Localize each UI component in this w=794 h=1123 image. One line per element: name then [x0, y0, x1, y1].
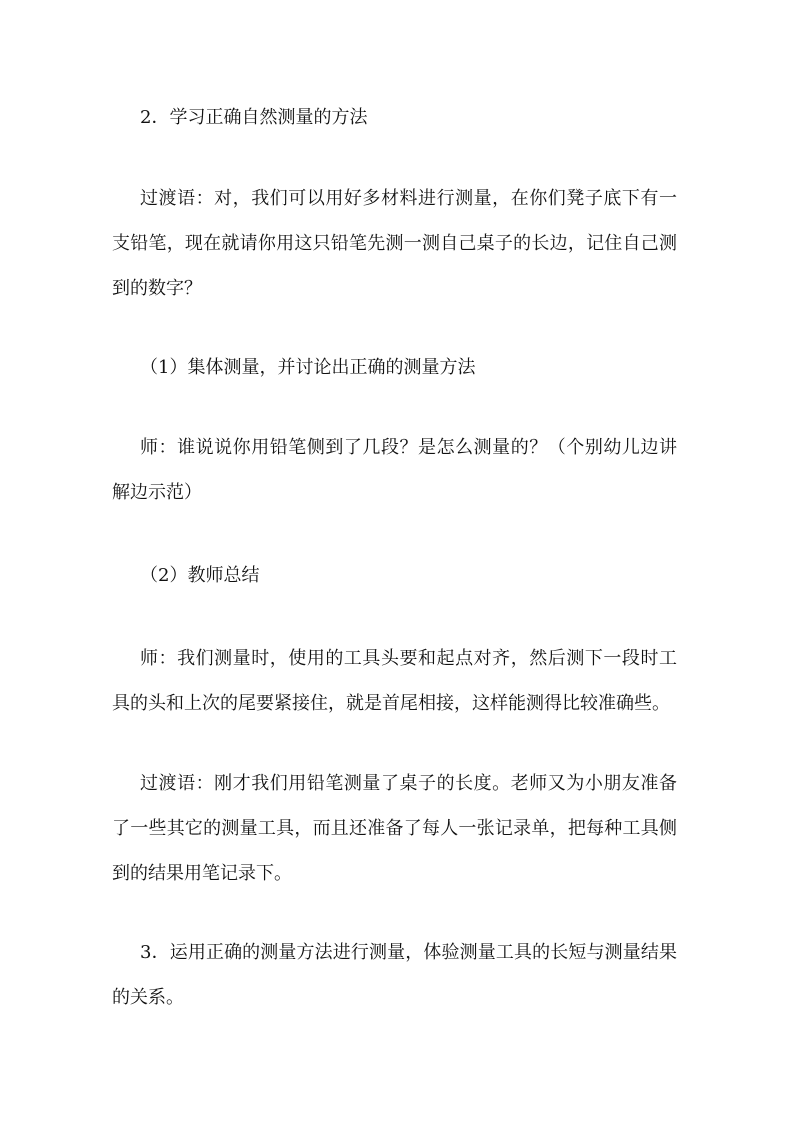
teacher-summary-paragraph: 师：我们测量时，使用的工具头要和起点对齐，然后测下一段时工具的头和上次的尾要紧接住，就是首尾相接，这样能测得比较准确些。: [112, 648, 677, 714]
transition-paragraph-2: 过渡语：刚才我们用铅笔测量了桌子的长度。老师又为小朋友准备了一些其它的测量工具，而且还准备了每人一张记录单，把每种工具侧到的结果用笔记录下。: [112, 773, 677, 884]
section-heading-3: 3．运用正确的测量方法进行测量，体验测量工具的长短与测量结果的关系。: [112, 942, 677, 1008]
section-heading-2: 2．学习正确自然测量的方法: [140, 107, 368, 128]
step-2-heading: （2）教师总结: [140, 565, 260, 586]
teacher-question-paragraph: 师：谁说说你用铅笔侧到了几段？是怎么测量的？（个别幼儿边讲解边示范）: [112, 437, 677, 503]
transition-paragraph-1: 过渡语：对，我们可以用好多材料进行测量，在你们凳子底下有一支铅笔，现在就请你用这只铅笔先测一测自己桌子的长边，记住自己测到的数字？: [112, 188, 677, 299]
step-1-heading: （1）集体测量，并讨论出正确的测量方法: [140, 357, 476, 378]
